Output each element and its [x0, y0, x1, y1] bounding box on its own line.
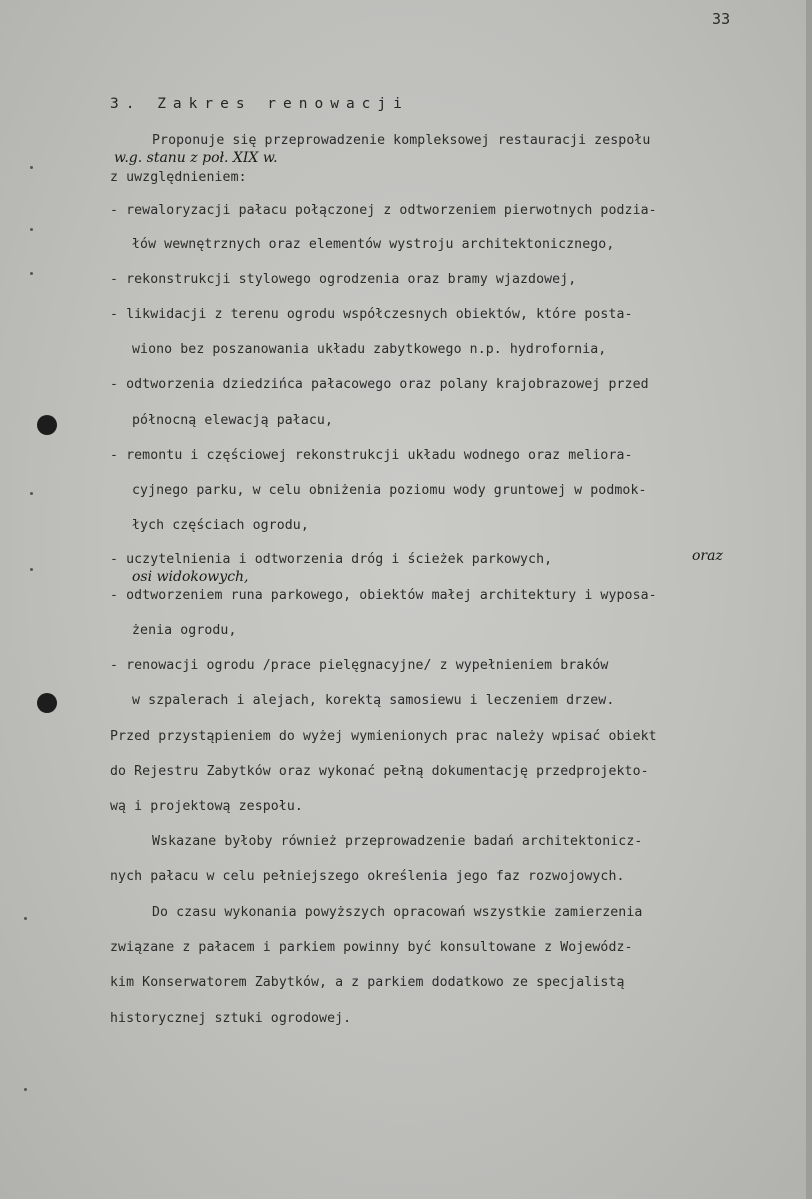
list-item-line: - uczytelnienia i odtworzenia dróg i ścieżek parkowych,	[110, 552, 553, 567]
list-item-line: - remontu i częściowej rekonstrukcji układu wodnego oraz meliora-	[110, 448, 633, 463]
list-item-line: - rewaloryzacji pałacu połączonej z odtworzeniem pierwotnych podzia-	[110, 203, 657, 218]
list-item-line: cyjnego parku, w celu obniżenia poziomu wody gruntowej w podmok-	[132, 483, 647, 498]
paragraph-line: Wskazane byłoby również przeprowadzenie badań architektonicz-	[152, 834, 643, 849]
paragraph-line: kim Konserwatorem Zabytków, a z parkiem dodatkowo ze specjalistą	[110, 975, 625, 990]
list-item-line: - odtworzeniem runa parkowego, obiektów małej architektury i wyposa-	[110, 588, 657, 603]
paragraph-line: Przed przystąpieniem do wyżej wymienionych prac należy wpisać obiekt	[110, 729, 657, 744]
speck	[30, 272, 33, 275]
handwritten-annotation: oraz	[692, 548, 723, 564]
list-item-line: - renowacji ogrodu /prace pielęgnacyjne/ z wypełnieniem braków	[110, 658, 609, 673]
paragraph-line: wą i projektową zespołu.	[110, 799, 303, 814]
speck	[24, 917, 27, 920]
speck	[30, 492, 33, 495]
list-item-line: żenia ogrodu,	[132, 623, 237, 638]
handwritten-annotation: osi widokowych,	[132, 569, 249, 585]
paragraph-line: historycznej sztuki ogrodowej.	[110, 1011, 352, 1026]
intro-line: Proponuje się przeprowadzenie kompleksowej restauracji zespołu	[152, 133, 651, 148]
list-item-line: - rekonstrukcji stylowego ogrodzenia oraz bramy wjazdowej,	[110, 272, 577, 287]
list-item-line: łych częściach ogrodu,	[132, 518, 309, 533]
list-item-line: wiono bez poszanowania układu zabytkowego n.p. hydrofornia,	[132, 342, 607, 357]
speck	[24, 1088, 27, 1091]
list-item-line: - odtworzenia dziedzińca pałacowego oraz polany krajobrazowej przed	[110, 377, 649, 392]
list-item-line: północną elewacją pałacu,	[132, 413, 333, 428]
paragraph-line: Do czasu wykonania powyższych opracowań wszystkie zamierzenia	[152, 905, 643, 920]
speck	[30, 568, 33, 571]
punch-hole-bottom	[37, 693, 57, 713]
speck	[30, 228, 33, 231]
paragraph-line: związane z pałacem i parkiem powinny być konsultowane z Wojewódz-	[110, 940, 633, 955]
section-title: 3. Zakres renowacji	[110, 96, 409, 112]
punch-hole-top	[37, 415, 57, 435]
paragraph-line: nych pałacu w celu pełniejszego określenia jego faz rozwojowych.	[110, 869, 625, 884]
page-number: 33	[712, 10, 731, 28]
speck	[30, 166, 33, 169]
handwritten-annotation: w.g. stanu z poł. XIX w.	[114, 150, 278, 166]
paragraph-line: do Rejestru Zabytków oraz wykonać pełną dokumentację przedprojekto-	[110, 764, 649, 779]
intro-line: z uwzględnieniem:	[110, 170, 247, 185]
list-item-line: - likwidacji z terenu ogrodu współczesnych obiektów, które posta-	[110, 307, 633, 322]
list-item-line: łów wewnętrznych oraz elementów wystroju architektonicznego,	[132, 237, 615, 252]
page-edge-shadow	[806, 0, 812, 1199]
list-item-line: w szpalerach i alejach, korektą samosiewu i leczeniem drzew.	[132, 693, 615, 708]
